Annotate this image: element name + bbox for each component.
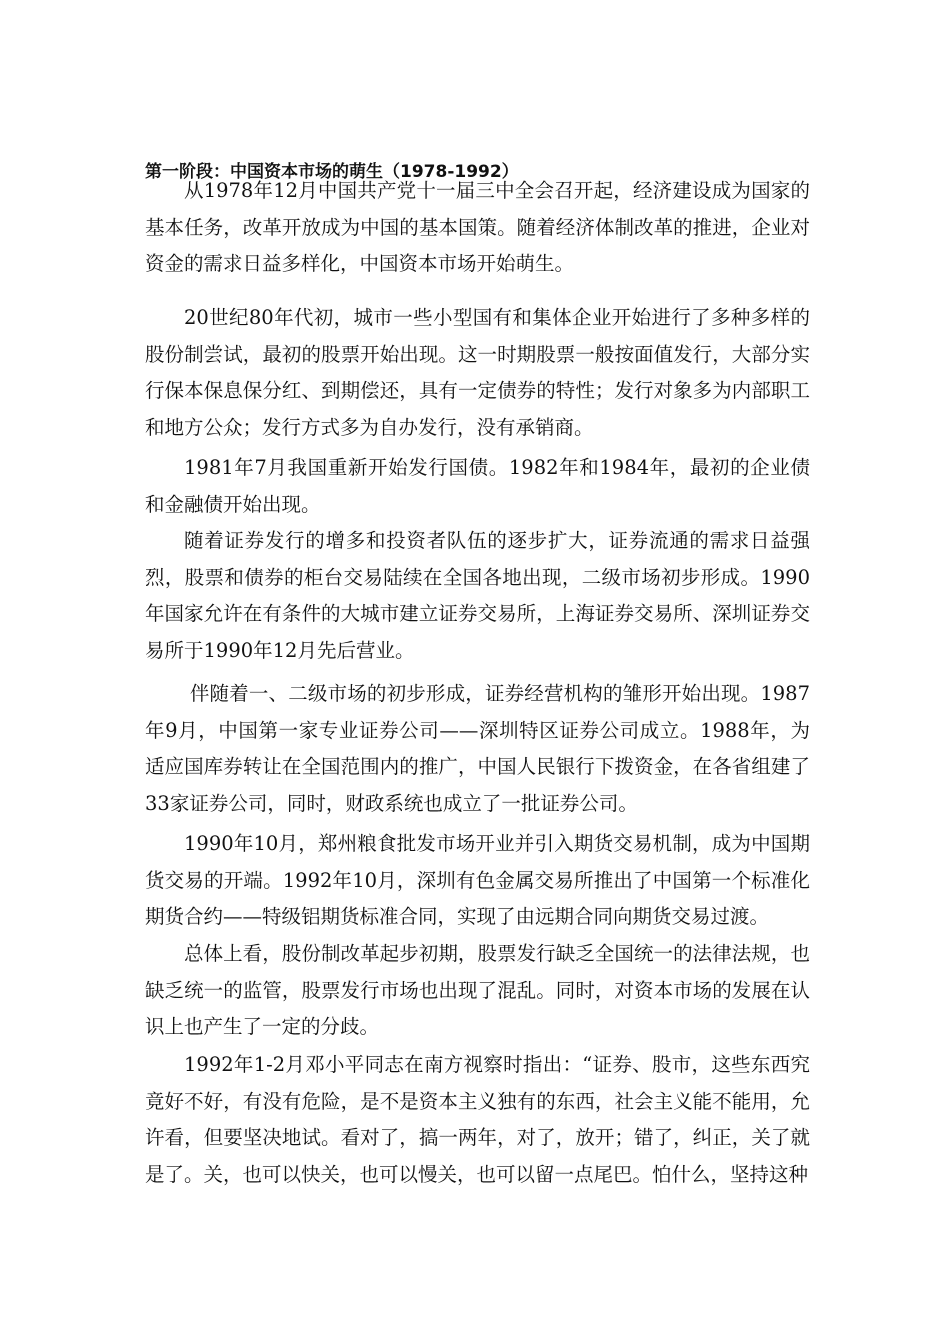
paragraph-3: 1981年7月我国重新开始发行国债。1982年和1984年，最初的企业债和金融债开始出现。: [145, 456, 810, 516]
paragraph-8: 1992年1-2月邓小平同志在南方视察时指出：“证券、股市，这些东西究竟好不好，有没有危险，是不是资本主义独有的东西，社会主义能不能用，允许看，但要坚决地试。看对了，搞一两年，对了，放开；错了，纠正，关了就是了。关，也可以快关，也可以慢关，也可以留一点尾巴。怕什么，坚持这种: [145, 1053, 810, 1186]
paragraph-7: 总体上看，股份制改革起步初期，股票发行缺乏全国统一的法律法规，也缺乏统一的监管，股票发行市场也出现了混乱。同时，对资本市场的发展在认识上也产生了一定的分歧。: [145, 942, 810, 1039]
paragraph-4: 随着证券发行的增多和投资者队伍的逐步扩大，证券流通的需求日益强烈，股票和债券的柜台交易陆续在全国各地出现，二级市场初步形成。1990年国家允许在有条件的大城市建立证券交易所，上海证券交易所、深圳证券交易所于1990年12月先后营业。: [145, 529, 810, 662]
paragraph-1: 从1978年12月中国共产党十一届三中全会召开起，经济建设成为国家的基本任务，改革开放成为中国的基本国策。随着经济体制改革的推进，企业对资金的需求日益多样化，中国资本市场开始萌生。: [145, 179, 810, 276]
section-heading: 第一阶段：中国资本市场的萌生（1978-1992）: [145, 162, 519, 182]
paragraph-6: 1990年10月，郑州粮食批发市场开业并引入期货交易机制，成为中国期货交易的开端。1992年10月，深圳有色金属交易所推出了中国第一个标准化期货合约——特级铝期货标准合同，实现了由远期合同向期货交易过渡。: [145, 832, 810, 929]
paragraph-2: 20世纪80年代初，城市一些小型国有和集体企业开始进行了多种多样的股份制尝试，最初的股票开始出现。这一时期股票一般按面值发行，大部分实行保本保息保分红、到期偿还，具有一定债券的特性；发行对象多为内部职工和地方公众；发行方式多为自办发行，没有承销商。: [145, 306, 810, 439]
paragraph-5: 伴随着一、二级市场的初步形成，证券经营机构的雏形开始出现。1987年9月，中国第一家专业证券公司——深圳特区证券公司成立。1988年，为适应国库券转让在全国范围内的推广，中国人民银行下拨资金，在各省组建了33家证券公司，同时，财政系统也成立了一批证券公司。: [145, 682, 810, 815]
